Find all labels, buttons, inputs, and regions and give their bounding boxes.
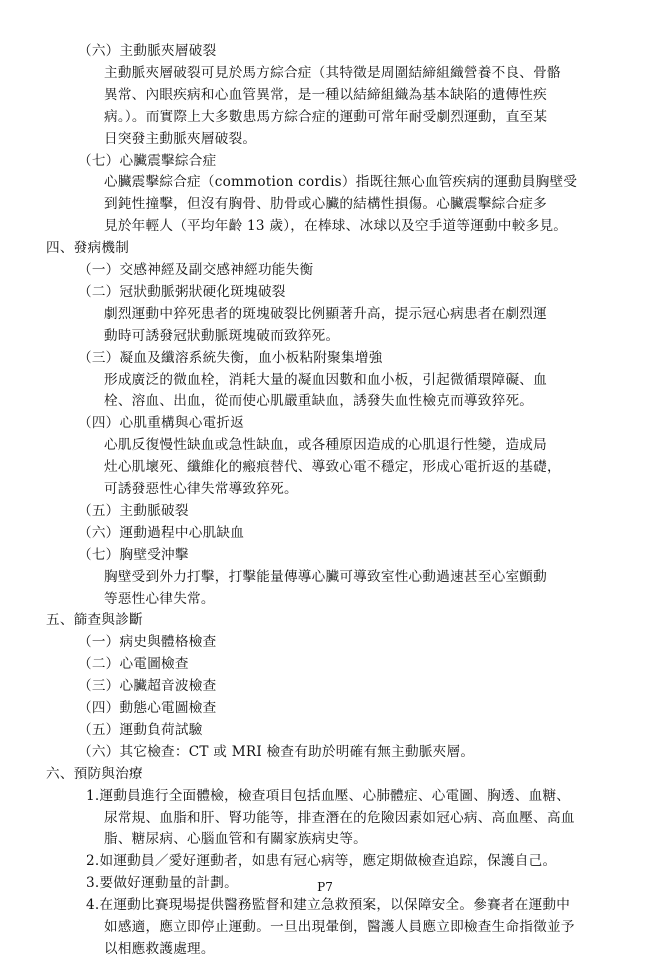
body-text-line: 到鈍性撞擊，但沒有胸骨、肋骨或心臟的結構性損傷。心臟震擊綜合症多 <box>104 196 547 213</box>
body-text-line: 等惡性心律失常。 <box>104 590 215 607</box>
body-text-line: 如感適，應立即停止運動。一旦出現暈倒，醫護人員應立即檢查生命指徵並予 <box>104 919 575 935</box>
body-text-line: 異常、內眼疾病和心血管異常，是一種以結締組織為基本缺陷的遺傳性疾 <box>104 86 547 103</box>
subsection-heading: （六）其它檢查：CT 或 MRI 檢查有助於明確有無主動脈夾層。 <box>78 743 475 760</box>
subsection-heading: （三）心臟超音波檢查 <box>78 678 217 695</box>
subsection-heading: （二）冠狀動脈粥狀硬化斑塊破裂 <box>78 283 286 300</box>
subsection-heading: （六）主動脈夾層破裂 <box>78 43 217 59</box>
section-heading: 六、預防與治療 <box>46 765 143 782</box>
subsection-heading: （二）心電圖檢查 <box>78 656 189 673</box>
section-heading: 四、發病機制 <box>46 240 130 257</box>
body-text-line: 心臟震擊綜合症（commotion cordis）指既往無心血管疾病的運動員胸壁受 <box>104 174 578 191</box>
body-text-line: 胸壁受到外力打擊，打擊能量傳導心臟可導致室性心動過速甚至心室顫動 <box>104 568 547 585</box>
body-text-line: 動時可誘發冠狀動脈斑塊破而致猝死。 <box>104 327 340 344</box>
page-number: P7 <box>317 880 333 894</box>
subsection-heading: （三）凝血及纖溶系統失衡，血小板粘附聚集增強 <box>78 349 383 366</box>
body-text-line: 見於年輕人（平均年齡 13 歲），在棒球、冰球以及空手道等運動中較多見。 <box>104 218 568 235</box>
numbered-item: 2.如運動員／愛好運動者，如患有冠心病等，應定期做檢查追踪，保護自己。 <box>86 853 557 870</box>
subsection-heading: （四）心肌重構與心電折返 <box>78 415 245 432</box>
body-text-line: 尿常規、血脂和肝、腎功能等，排查潛在的危險因素如冠心病、高血壓、高血 <box>104 809 575 826</box>
subsection-heading: （七）胸壁受沖擊 <box>78 546 189 563</box>
body-text-line: 栓、溶血、出血，從而使心肌嚴重缺血，誘發失血性檢克而導致猝死。 <box>104 393 534 410</box>
subsection-heading: （五）運動負荷試驗 <box>78 721 203 738</box>
numbered-item: 3.要做好運動量的計劃。 <box>86 875 238 892</box>
section-heading: 五、篩查與診斷 <box>46 612 143 629</box>
body-text-line: 灶心肌壞死、纖維化的瘢痕替代、導致心電不穩定，形成心電折返的基礎， <box>104 459 561 476</box>
subsection-heading: （四）動態心電圖檢查 <box>78 700 217 716</box>
subsection-heading: （七）心臟震擊綜合症 <box>78 152 217 169</box>
subsection-heading: （一）交感神經及副交感神經功能失衡 <box>78 262 314 278</box>
body-text-line: 形成廣泛的微血栓，消耗大量的凝血因數和血小板，引起微循環障礙、血 <box>104 371 547 388</box>
body-text-line: 脂、糖尿病、心腦血管和有關家族病史等。 <box>104 831 368 848</box>
body-text-line: 日突發主動脈夾層破裂。 <box>104 130 257 147</box>
subsection-heading: （一）病史與體格檢查 <box>78 634 217 651</box>
body-text-line: 主動脈夾層破裂可見於馬方綜合症（其特徵是周圍結締組織營養不良、骨骼 <box>104 64 561 81</box>
numbered-item: 1.運動員進行全面體檢，檢查項目包括血壓、心肺體症、心電圖、胸透、血糖、 <box>86 787 571 804</box>
body-text-line: 心肌反復慢性缺血或急性缺血，或各種原因造成的心肌退行性變，造成局 <box>104 437 547 454</box>
subsection-heading: （六）運動過程中心肌缺血 <box>78 524 245 541</box>
body-text-line: 以相應救護處理。 <box>104 940 215 957</box>
body-text-line: 病。）。而實際上大多數患馬方綜合症的運動可常年耐受劇烈運動，直至某 <box>104 108 548 125</box>
numbered-item: 4.在運動比賽現場提供醫務監督和建立急救預案，以保障安全。參賽者在運動中 <box>86 897 571 914</box>
body-text-line: 劇烈運動中猝死患者的斑塊破裂比例顯著升高，提示冠心病患者在劇烈運 <box>104 305 547 322</box>
body-text-line: 可誘發惡性心律失常導致猝死。 <box>104 481 298 497</box>
subsection-heading: （五）主動脈破裂 <box>78 502 189 519</box>
